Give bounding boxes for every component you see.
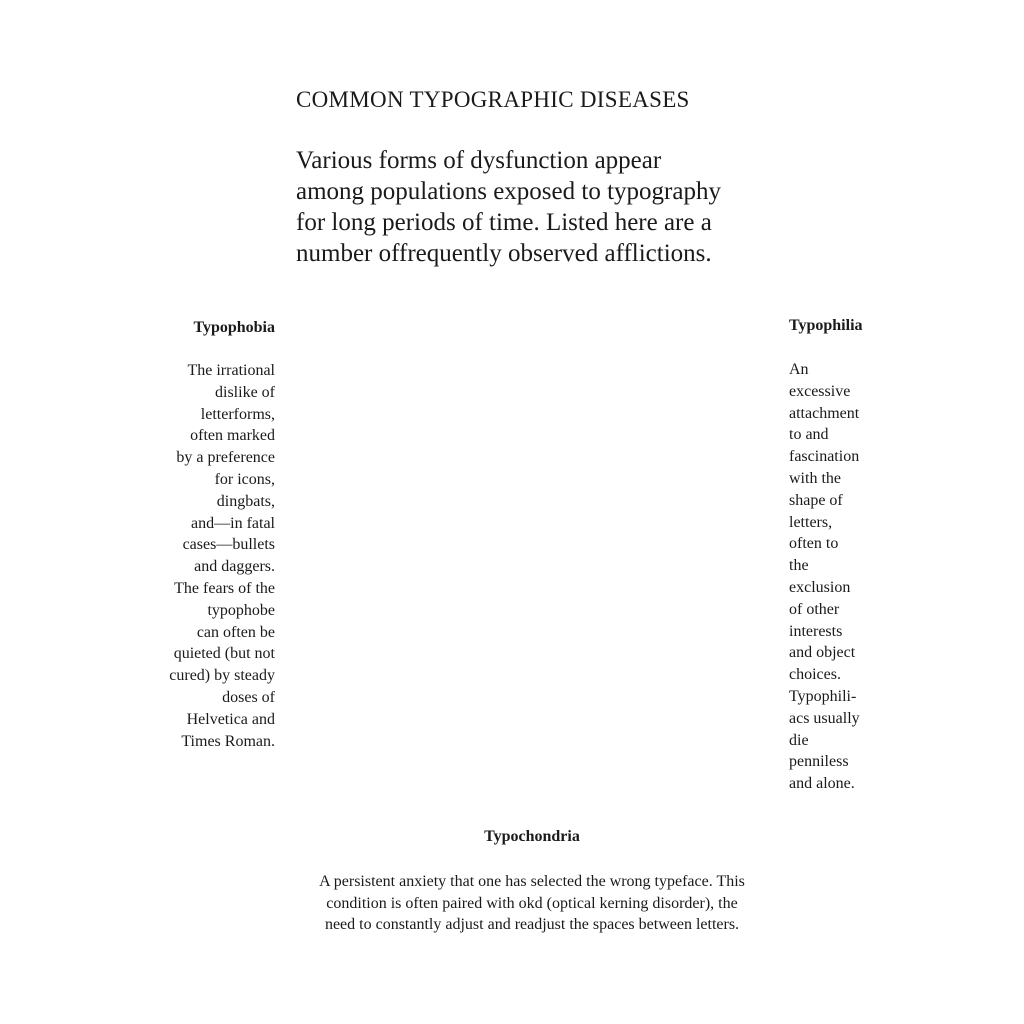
typophilia-line: to and: [789, 426, 829, 444]
typophobia-line: quieted (but not: [173, 645, 275, 663]
typophilia-line: choices.: [789, 666, 841, 684]
typophobia-line: cases—bullets: [182, 536, 275, 554]
typophobia-heading: Typophobia: [193, 319, 275, 336]
typochondria-line: condition is often paired with okd (optical kerning disorder), the: [326, 894, 738, 912]
typophobia-line: The irrational: [187, 362, 275, 379]
typophobia-text: [169, 360, 275, 752]
typophobia-line: dislike of: [215, 383, 275, 401]
intro-line: Various forms of dysfunction appear: [296, 147, 662, 174]
typophilia-line: exclusion: [789, 578, 851, 596]
intro-line: for long periods of time. Listed here are a: [296, 209, 712, 236]
typophilia-line: die: [789, 731, 809, 749]
typophobia-line: doses of: [222, 688, 275, 706]
intro-paragraph: [296, 145, 776, 269]
typophobia-line: Helvetica and: [186, 710, 275, 728]
typophobia-line: by a preference: [176, 449, 275, 467]
typophobia-line: dingbats,: [216, 492, 275, 510]
typophobia-line: and—in fatal: [191, 514, 275, 532]
typophilia-line: excessive: [789, 382, 851, 400]
typophilia-line: the: [789, 557, 809, 575]
typophobia-line: cured) by steady: [169, 667, 275, 685]
typophobia-line: and daggers.: [194, 558, 275, 576]
typochondria-line: need to constantly adjust and readjust the spaces between letters.: [324, 916, 740, 933]
intro-line: among populations exposed to typography: [296, 178, 721, 205]
typophobia-line: typophobe: [207, 601, 275, 619]
typophilia-line: with the: [789, 469, 841, 487]
typophilia-line: acs usually: [789, 709, 860, 727]
typophilia-line: penniless: [789, 753, 849, 771]
typophobia-line: often marked: [190, 427, 275, 445]
typophobia-line: for icons,: [214, 470, 275, 488]
typophilia-line: Typophili-: [789, 687, 857, 705]
typophilia-text: [789, 359, 860, 795]
typophilia-line: letters,: [789, 513, 833, 531]
intro-line: number offrequently observed afflictions.: [296, 240, 712, 267]
typochondria-line: A persistent anxiety that one has selected the wrong typeface. This: [319, 873, 745, 890]
page-title: COMMON TYPOGRAPHIC DISEASES: [296, 87, 690, 112]
typochondria-heading: Typochondria: [484, 828, 580, 845]
typophilia-line: often to: [789, 535, 839, 553]
typophilia-line: attachment: [789, 404, 860, 422]
typochondria-text: [0, 871, 1024, 936]
typophobia-line: Times Roman.: [181, 732, 275, 750]
typophilia-heading: Typophilia: [789, 317, 863, 334]
typophilia-line: fascination: [789, 448, 860, 466]
typophilia-line: shape of: [789, 491, 843, 509]
typophilia-line: interests: [789, 622, 843, 640]
typophobia-line: The fears of the: [174, 579, 275, 597]
typophilia-line: An: [789, 361, 809, 378]
typophilia-line: and object: [789, 644, 856, 662]
typophobia-line: letterforms,: [200, 405, 275, 423]
typophobia-line: can often be: [196, 623, 275, 641]
typophilia-line: of other: [789, 600, 840, 618]
typophilia-line: and alone.: [789, 775, 855, 793]
